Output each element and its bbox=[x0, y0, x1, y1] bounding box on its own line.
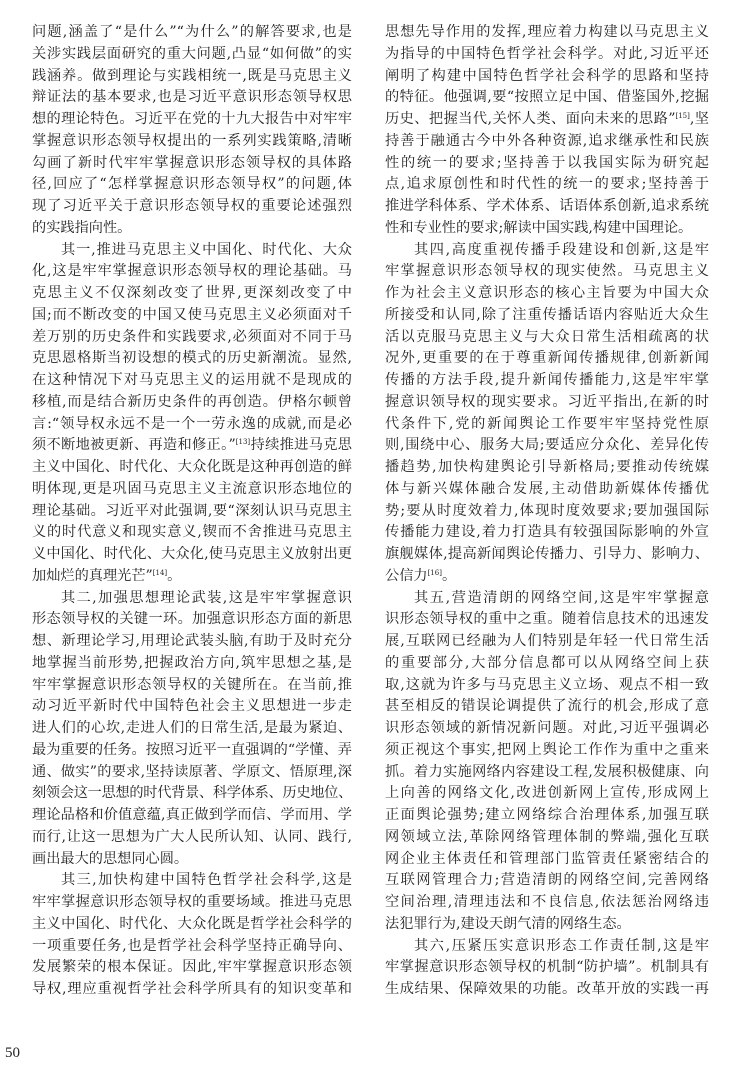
text-line bbox=[32, 609, 352, 631]
text-line bbox=[385, 914, 709, 936]
text-line bbox=[32, 783, 352, 805]
line-text: 须正视这个事实,把网上舆论工作作为重中之重来 bbox=[385, 741, 709, 758]
line-text: 性的统一的要求;坚持善于以我国实际为研究起 bbox=[385, 154, 709, 171]
line-text: 其四,高度重视传播手段建设和创新,这是牢 bbox=[414, 241, 709, 258]
text-line bbox=[32, 435, 352, 457]
text-line bbox=[385, 675, 709, 697]
line-text: 克思主义不仅深刻改变了世界,更深刻改变了中 bbox=[32, 285, 352, 301]
line-text: 而行,让这一思想为广大人民所认知、认同、践行, bbox=[32, 828, 352, 845]
text-line bbox=[32, 370, 352, 392]
text-line bbox=[385, 805, 709, 827]
line-text: 画出最大的思想同心圆。 bbox=[32, 850, 189, 867]
text-line bbox=[385, 261, 709, 283]
line-text: 移植,而是结合新历史条件的再创造。伊格尔顿曾 bbox=[32, 393, 352, 410]
line-text: 其五,营造清朗的网络空间,这是牢牢掌握意 bbox=[414, 589, 709, 606]
line-text: 阐明了构建中国特色哲学社会科学的思路和坚持 bbox=[385, 67, 709, 84]
line-text: 的重要部分,大部分信息都可以从网络空间上获 bbox=[385, 654, 709, 671]
text-line bbox=[32, 479, 352, 501]
line-text: 通、做实”的要求,坚持读原著、学原文、悟原理,深 bbox=[32, 763, 352, 780]
line-text: 理论品格和价值意蕴,真正做到学而信、学而用、学 bbox=[32, 807, 352, 823]
line-text: 义中国化、时代化、大众化,使马克思主义放射出更 bbox=[32, 546, 352, 562]
text-line bbox=[385, 109, 709, 131]
text-line bbox=[32, 892, 352, 914]
line-text: 一项重要任务,也是哲学社会科学坚持正确导向、 bbox=[32, 937, 352, 954]
text-line bbox=[385, 392, 709, 414]
text-line bbox=[385, 370, 709, 392]
page-number: 50 bbox=[5, 1045, 20, 1061]
line-text: 空间治理,清理违法和不良信息,依法惩治网络违 bbox=[385, 894, 709, 910]
line-text: 的实践指向性。 bbox=[32, 219, 132, 236]
line-text: 明体现,更是巩固马克思主义主流意识形态地位的 bbox=[32, 480, 352, 497]
text-line bbox=[385, 457, 709, 479]
line-text: 克思恩格斯当初设想的模式的历史新潮流。显然, bbox=[32, 350, 352, 367]
right-column bbox=[385, 22, 709, 1001]
line-text: 言:“领导权永远不是一个一劳永逸的成就,而是必 bbox=[32, 415, 352, 432]
text-line bbox=[385, 631, 709, 653]
line-text: 主义中国化、时代化、大众化既是哲学社会科学的 bbox=[32, 915, 352, 932]
line-text: 所接受和认同,除了注重传播话语内容贴近大众生 bbox=[385, 306, 709, 323]
line-text: 牢牢掌握意识形态领导权的关键所在。在当前,推 bbox=[32, 676, 352, 693]
line-text: 推进学科体系、学术体系、话语体系创新,追求系统 bbox=[385, 198, 709, 214]
text-line bbox=[385, 131, 709, 153]
text-line bbox=[385, 66, 709, 88]
line-text: 互联网管理合力;营造清朗的网络空间,完善网络 bbox=[385, 872, 709, 889]
line-text: 其一,推进马克思主义中国化、时代化、大众 bbox=[61, 241, 352, 258]
text-line bbox=[32, 501, 352, 523]
citation-superscript: [13] bbox=[235, 438, 251, 447]
line-text: 国;而不断改变的中国又使马克思主义必须面对千 bbox=[32, 306, 352, 323]
line-text: 其二,加强思想理论武装,这是牢牢掌握意识 bbox=[61, 589, 352, 606]
text-line bbox=[385, 957, 709, 979]
text-line bbox=[32, 588, 352, 610]
line-text: 思想先导作用的发挥,理应着力构建以马克思主义 bbox=[385, 24, 709, 40]
text-line bbox=[32, 696, 352, 718]
line-text: 识形态领域的新情况新问题。对此,习近平强调必 bbox=[385, 720, 709, 736]
line-text: 持善于融通古今中外各种资源,追求继承性和民族 bbox=[385, 132, 709, 149]
line-text: 勾画了新时代牢牢掌握意识形态领导权的具体路 bbox=[32, 154, 352, 171]
text-line bbox=[385, 240, 709, 262]
text-line bbox=[32, 174, 352, 196]
line-text: 点,追求原创性和时代性的统一的要求;坚持善于 bbox=[385, 176, 709, 193]
text-line bbox=[32, 66, 352, 88]
text-line bbox=[32, 957, 352, 979]
text-line bbox=[385, 348, 709, 370]
line-text: 代条件下,党的新闻舆论工作要牢牢坚持党性原 bbox=[385, 415, 709, 432]
text-line bbox=[385, 44, 709, 66]
text-line bbox=[385, 414, 709, 436]
line-text: 化,这是牢牢掌握意识形态领导权的理论基础。马 bbox=[32, 263, 352, 280]
line-text: 动习近平新时代中国特色社会主义思想进一步走 bbox=[32, 698, 352, 715]
line-text-after-citation: ,坚 bbox=[689, 111, 709, 127]
text-line bbox=[32, 566, 352, 588]
line-text: 传播的方法手段,提升新闻传播能力,这是牢牢掌 bbox=[385, 372, 709, 388]
text-line bbox=[32, 718, 352, 740]
line-text: 生成结果、保障效果的功能。改革开放的实践一再 bbox=[385, 981, 709, 997]
line-text: 网企业主体责任和管理部门监管责任紧密结合的 bbox=[385, 850, 709, 867]
text-line bbox=[32, 283, 352, 305]
line-text: 加灿烂的真理光芒” bbox=[32, 567, 153, 584]
text-line bbox=[385, 283, 709, 305]
line-text: 问题,涵盖了“是什么”“为什么”的解答要求,也是 bbox=[32, 24, 352, 40]
text-line bbox=[385, 762, 709, 784]
text-line bbox=[385, 327, 709, 349]
line-text: 的特征。他强调,要“按照立足中国、借鉴国外,挖掘 bbox=[385, 89, 709, 106]
text-line bbox=[385, 501, 709, 523]
text-line bbox=[385, 479, 709, 501]
text-line bbox=[385, 522, 709, 544]
text-line bbox=[385, 696, 709, 718]
text-line bbox=[385, 740, 709, 762]
text-line bbox=[385, 653, 709, 675]
text-line bbox=[385, 87, 709, 109]
text-line bbox=[32, 805, 352, 827]
line-text: 想、新理论学习,用理论武装头脑,有助于及时充分 bbox=[32, 633, 352, 649]
text-line bbox=[32, 240, 352, 262]
line-text: 径,回应了“怎样掌握意识形态领导权”的问题,体 bbox=[32, 176, 352, 193]
line-text: 取,这就为许多与马克思主义立场、观点不相一致 bbox=[385, 676, 709, 693]
text-line bbox=[32, 305, 352, 327]
text-line bbox=[32, 87, 352, 109]
text-line bbox=[32, 979, 352, 1001]
text-line bbox=[32, 936, 352, 958]
text-line bbox=[385, 305, 709, 327]
text-line bbox=[32, 544, 352, 566]
citation-superscript: [14] bbox=[152, 568, 168, 577]
text-line bbox=[32, 675, 352, 697]
text-line bbox=[385, 588, 709, 610]
text-line bbox=[32, 348, 352, 370]
line-text: 作为社会主义意识形态的核心主旨要为中国大众 bbox=[385, 285, 709, 301]
text-line bbox=[32, 392, 352, 414]
line-text: 活以克服马克思主义与大众日常生活相疏离的状 bbox=[385, 328, 709, 345]
text-line bbox=[32, 740, 352, 762]
line-text: 想的理论特色。习近平在党的十九大报告中对牢牢 bbox=[32, 111, 352, 127]
line-text: 须不断地被更新、再造和修正。” bbox=[32, 437, 236, 454]
line-text: 旗舰媒体,提高新闻舆论传播力、引导力、影响力、 bbox=[385, 546, 709, 562]
line-text: 牢牢掌握意识形态领导权的重要场域。推进马克思 bbox=[32, 894, 352, 910]
line-text: 识形态领导权的重中之重。随着信息技术的迅速发 bbox=[385, 611, 709, 628]
line-text: 展,互联网已经融为人们特别是年轻一代日常生活 bbox=[385, 633, 709, 649]
line-text: 上向善的网络文化,改进创新网上宣传,形成网上 bbox=[385, 785, 709, 802]
text-line bbox=[32, 196, 352, 218]
text-line bbox=[385, 849, 709, 871]
text-line bbox=[385, 827, 709, 849]
line-text: 发展繁荣的根本保证。因此,牢牢掌握意识形态领 bbox=[32, 959, 352, 976]
text-line bbox=[32, 131, 352, 153]
line-text: 体与新兴媒体融合发展,主动借助新媒体传播优 bbox=[385, 480, 709, 497]
text-line bbox=[32, 414, 352, 436]
line-text: 其三,加快构建中国特色哲学社会科学,这是 bbox=[61, 872, 352, 889]
line-text: 主义中国化、时代化、大众化既是这种再创造的鲜 bbox=[32, 459, 352, 475]
line-text: 法犯罪行为,建设天朗气清的网络生态。 bbox=[385, 915, 631, 932]
line-text-after-citation: 持续推进马克思 bbox=[250, 437, 352, 454]
text-line bbox=[32, 914, 352, 936]
text-line bbox=[385, 609, 709, 631]
text-line bbox=[32, 44, 352, 66]
line-text: 抓。着力实施网络内容建设工程,发展积极健康、向 bbox=[385, 763, 709, 780]
text-line bbox=[385, 979, 709, 1001]
line-text: 践涵养。做到理论与实践相统一,既是马克思主义 bbox=[32, 67, 352, 84]
text-line bbox=[32, 109, 352, 131]
text-line bbox=[385, 870, 709, 892]
line-text: 掌握意识形态领导权提出的一系列实践策略,清晰 bbox=[32, 132, 352, 149]
line-text: 牢掌握意识形态领导权的机制“防护墙”。机制具有 bbox=[385, 959, 709, 976]
text-line bbox=[32, 762, 352, 784]
text-line bbox=[32, 218, 352, 240]
text-line bbox=[385, 892, 709, 914]
line-text: 握意识领导权的现实要求。习近平指出,在新的时 bbox=[385, 393, 709, 410]
text-line bbox=[32, 261, 352, 283]
line-text: 在这种情况下对马克思主义的运用就不是现成的 bbox=[32, 372, 352, 388]
line-text: 关涉实践层面研究的重大问题,凸显“如何做”的实 bbox=[32, 45, 352, 62]
text-line bbox=[385, 153, 709, 175]
text-line bbox=[32, 827, 352, 849]
text-line bbox=[385, 544, 709, 566]
text-line bbox=[32, 522, 352, 544]
line-text-after-citation: 。 bbox=[441, 567, 457, 584]
text-line bbox=[32, 870, 352, 892]
line-text: 形态领导权的关键一环。加强意识形态方面的新思 bbox=[32, 611, 352, 628]
line-text: 牢掌握意识形态领导权的现实使然。马克思主义 bbox=[385, 263, 709, 280]
text-line bbox=[385, 22, 709, 44]
text-line bbox=[32, 631, 352, 653]
line-text: 网领域立法,革除网络管理体制的弊端,强化互联 bbox=[385, 828, 709, 845]
text-line bbox=[32, 327, 352, 349]
text-line bbox=[385, 936, 709, 958]
line-text: 其六,压紧压实意识形态工作责任制,这是牢 bbox=[414, 937, 709, 954]
left-column bbox=[32, 22, 352, 1001]
line-text: 义的时代意义和现实意义,锲而不舍推进马克思主 bbox=[32, 524, 352, 541]
line-text: 甚至相反的错误论调提供了流行的机会,形成了意 bbox=[385, 698, 709, 715]
line-text: 导权,理应重视哲学社会科学所具有的知识变革和 bbox=[32, 981, 352, 997]
line-text: 性和专业性的要求;解读中国实践,构建中国理论。 bbox=[385, 219, 693, 236]
text-line bbox=[385, 196, 709, 218]
text-line bbox=[32, 153, 352, 175]
line-text: 历史、把握当代,关怀人类、面向未来的思路” bbox=[385, 111, 676, 127]
line-text: 差万别的历史条件和实践要求,必须面对不同于马 bbox=[32, 328, 352, 345]
line-text: 地掌握当前形势,把握政治方向,筑牢思想之基,是 bbox=[32, 654, 352, 671]
line-text: 刻领会这一思想的时代背景、科学体系、历史地位、 bbox=[32, 785, 352, 802]
line-text-after-citation: 。 bbox=[167, 567, 182, 584]
citation-superscript: [16] bbox=[427, 568, 442, 577]
line-text: 理论基础。习近平对此强调,要“深刻认识马克思主 bbox=[32, 502, 352, 519]
text-line bbox=[32, 653, 352, 675]
text-line bbox=[385, 174, 709, 196]
text-line bbox=[385, 783, 709, 805]
text-line bbox=[32, 849, 352, 871]
text-line bbox=[32, 457, 352, 479]
line-text: 辩证法的基本要求,也是习近平意识形态领导权思 bbox=[32, 89, 352, 106]
line-text: 公信力 bbox=[385, 567, 428, 584]
line-text: 最为重要的任务。按照习近平一直强调的“学懂、弄 bbox=[32, 741, 352, 758]
line-text: 现了习近平关于意识形态领导权的重要论述强烈 bbox=[32, 198, 352, 214]
text-line bbox=[32, 22, 352, 44]
text-line bbox=[385, 218, 709, 240]
line-text: 正面舆论强势;建立网络综合治理体系,加强互联 bbox=[385, 807, 709, 823]
line-text: 况外,更重要的在于尊重新闻传播规律,创新新闻 bbox=[385, 350, 709, 367]
text-line bbox=[385, 435, 709, 457]
text-line bbox=[385, 718, 709, 740]
line-text: 传播能力建设,着力打造具有较强国际影响的外宣 bbox=[385, 524, 709, 541]
citation-superscript: [15] bbox=[675, 112, 690, 120]
line-text: 则,围绕中心、服务大局;要适应分众化、差异化传 bbox=[385, 437, 709, 454]
line-text: 势;要从时度效着力,体现时度效要求;要加强国际 bbox=[385, 502, 709, 519]
line-text: 播趋势,加快构建舆论引导新格局;要推动传统媒 bbox=[385, 459, 709, 475]
line-text: 为指导的中国特色哲学社会科学。对此,习近平还 bbox=[385, 45, 709, 62]
line-text: 进人们的心坎,走进人们的日常生活,是最为紧迫、 bbox=[32, 720, 352, 736]
text-line bbox=[385, 566, 709, 588]
